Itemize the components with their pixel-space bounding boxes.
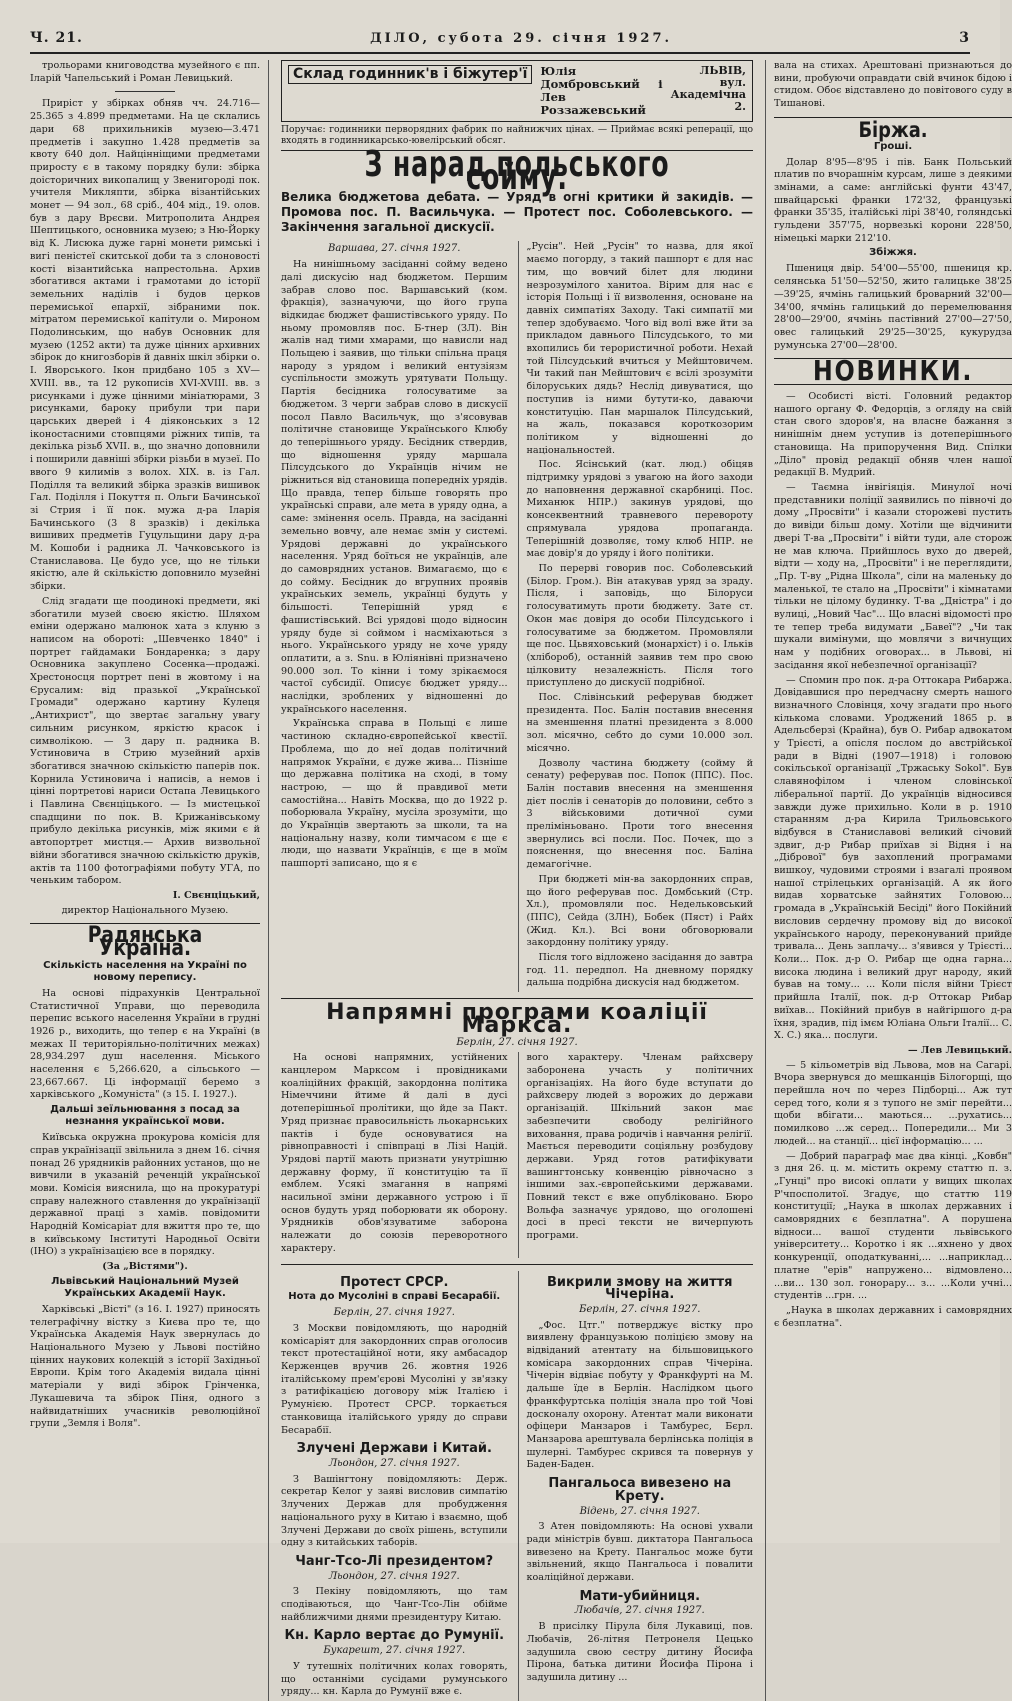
pangalos-paragraph: З Атен повідомляють: На основі ухвали ради міністрів бувш. диктатора Пангальоса вивезено на Крету. Пангальос може бути звільнений, якщо Пангальоса і повалити коаліційної держави. bbox=[526, 1521, 753, 1584]
short-news-column-2 bbox=[518, 1271, 754, 1701]
sejm-paragraph-8: При бюджеті мін-ва закордонних справ, що його реферував пос. Домбський (Стр. Хл.), промовляли пос. Недельковський (ППС), Сейда (ЗЛН), Бобек (Пяст) і Райх (Жид. Кл.). Всі вони обговорювали закордонну політику уряду. bbox=[526, 873, 753, 949]
sejm-paragraph-5: По перерві говорив пос. Соболевський (Білор. Гром.). Він атакував уряд за зраду. Після, і заповідь, що Білоруси голосуватимуть проти бюджету. Зате ст. Окон має довіря до особи Пілсудського і голосуватиме за бюджетом. Промовляли ще пос. Цьвяховський (монархіст) і о. Ільків (хлібороб), останній заявив тем про свою цілковиту незалежність. Після того приступлено до дискусії подрібної. bbox=[526, 562, 753, 689]
lviv-museum-paragraph: Харківські „Вісті" (з 16. І. 1927) приносять телеграфічну вістку з Києва про те, що Українська Академія Наук звернулась до Національного Музею у Львові постійно цінних наукових колекцій з історії Західньої Европи. Крім того Академія видала цінні матеріали у виді збірок Грінченка, Лукашевича та збірок Піня, одного з найвидатніших учасників революційної групи „Земля і Воля". bbox=[30, 1303, 260, 1430]
grain-paragraph: Пшениця двір. 54'00—55'00, пшениця кр. селянська 51'50—52'50, жито галицьке 38'25—39'25, ячмінь галицький броварний 32'00—34'00, ячмінь галицький до перемелювання 28'00—29'00, ячмінь пастівний 27'00—27'50, овес галицький 29'25—30'25, кукурудза румунська 27'00—28'00. bbox=[774, 263, 1012, 351]
pangalos-heading: Пангальоса вивезено на Крету. bbox=[548, 1476, 732, 1504]
sejm-paragraph-7: Дозволу частина бюджету (сойму й сенату) реферував пос. Попок (ППС). Пос. Балін поставив внесення на зменшення дієт послів і сенаторів до половини, себто з 3 військовими дотичної суми преліміньовано. Проти того внесення звернулись всі посли. Пос. Почек, що з пояснення, що внесення пос. Баліна демагогічне. bbox=[526, 757, 753, 871]
birzha-heading: Біржа. bbox=[858, 117, 928, 142]
section-rule bbox=[281, 998, 753, 999]
marx-dateline: Берлін, 27. січня 1927. bbox=[456, 1036, 578, 1048]
museum-signature: І. Свєнціцький, bbox=[172, 890, 260, 901]
usa-china-paragraph: З Вашінгтону повідомляють: Держ. секретар Келог у заяві висловив симпатію Злучених Держав для пробудження національного руху в Китаю і взаємно, щоб Злучені Держави до своїх рішень, вступили одну з китайських таборів. bbox=[281, 1473, 508, 1549]
plot-heading: Викрили змову на життя Чічеріна. bbox=[547, 1274, 733, 1303]
marx-paragraph-2: вого характеру. Членам райхсверу заборонена участь у політичних організаціях. На його буде вступати до райхсверу людей з ворожих до держави організацій. Шкільний закон має забезпечити свободу релігійного виховання, права родичів і навчання релігії. Мається переводити соціяльну розбудову держави. Уряд готов ратифікувати вашингтонську конвенцію рівночасно з іншими зах.-європейськими державами. Повний текст є вже опубліковано. Бюро Вольфа зазначує урядово, що оголошені досі в пресі тексти не вичерпують програми. bbox=[526, 1052, 753, 1242]
divider bbox=[115, 91, 175, 92]
page-columns bbox=[30, 60, 1012, 1701]
mother-paragraph: В присілку Пірула біля Лукавиці, пов. Любачів, 26-літня Петронеля Цецько задушила свою сестру дитину Йосифа Пірона, батька дитини Йосифа Пірона і задушила дитину ... bbox=[526, 1621, 753, 1683]
running-head bbox=[30, 30, 970, 54]
center-columns bbox=[281, 60, 753, 1701]
sejm-paragraph-1: На нинішньому засіданні сойму ведено далі дискусію над бюджетом. Першим забрав слово пос. Варшавський (ком. фракція), зазначуючи, що його група відкидає бюджет фашистівського уряду. По ньому промовляв пос. Б-тнер (ЗЛ). Він жалів над тими хмарами, що нависли над Польщею і заявив, що тільки спільна праця народу з урядом і великий ентузіязм суспільности зможуть урятувати Польщу. Партія бесідника голосуватиме за бюджетом. З черги забрав слово в дискусії посол Павло Васильчук, що з'ясовував політичне становище Українського Клюбу до теперішнього уряду. Бесідник ствердив, що відношення уряду маршала Пілсудського до Українців нічим не ріжниться від становища попередніх урядів. Що правда, тепер більше говорять про українські справи, але мета в уряду одна, а саме: змінення осель. Правда, на засіданні земельно вовчу, але немає змін у системі. Урядові державні до українського населення. Уряд боїться не українців, але до самоврядних установ. Вимагаємо, що є до сойму. Бесідник до вгрупних проявів українських земель, українці будуть у більшості. Теперішній уряд є фашистівський. Всі урядові щодо відносин уряду буде зі соймом і насміхаються з нього. Українського уряду не хоче уряду оплатити, а з. Snu. в Юліянівні призначено 90.000 зол. То кінни і тому зрікаємося частої субсидії. Описує бюджет уряду... наслідки, зроблених у відношенні до українського населення. bbox=[281, 259, 508, 715]
grain-subheading: Збіжжя. bbox=[869, 247, 917, 259]
sejm-paragraph-9: Після того відложено засідання до завтра год. 11. передпол. На дневному порядку дальша подрібна дискусія над бюджетом. bbox=[526, 952, 753, 989]
carol-heading: Кн. Карло вертає до Румунії. bbox=[284, 1628, 505, 1644]
ussr-protest-heading: Протест СРСР. bbox=[340, 1274, 449, 1290]
census-subheading: Скількість населення на Україні по новому перепису. bbox=[43, 959, 247, 983]
dismissals-subheading: Дальші зеїльнювання з посад за незнання української мови. bbox=[50, 1104, 240, 1128]
chang-heading: Чанг-Тсо-Лі президентом? bbox=[295, 1553, 494, 1569]
sejm-headline: З нарад польського сойму. bbox=[364, 144, 670, 198]
ussr-protest-paragraph: З Москви повідомляють, що народній комісаріят для закордонних справ оголосив текст протестаційної ноти, яку амбасадор Керженцев вручив 26. жовтня 1926 італійському прем'єрові Мусоліні у зв'язку з ратифікацією договору між Італією і Румунією. Протест СРСР. торкається станковища італійського уряду до справи Бесарабії. bbox=[281, 1322, 508, 1436]
sejm-paragraph-4: Пос. Ясінський (кат. люд.) обіцяв підтримку урядові з увагою на його заходи до наповнення державної скарбниці. Пос. Миханюк НПР.) закинув урядові, що консеквентний травневого перевороту спрямувала урядова пропаганда. Теперішній дозволяє, тому клюб НПР. не має довір'я до уряду і його політики. bbox=[526, 459, 753, 560]
ad-city: ЛЬВІВ, bbox=[699, 64, 746, 77]
carol-paragraph: У тутешніх політичних колах говорять, що останніми сусідами румунського уряду... кн. Карла до Румунії вже є. bbox=[281, 1660, 508, 1698]
dismissals-source: (За „Вістями"). bbox=[102, 1261, 188, 1273]
watch-shop-advertisement bbox=[281, 60, 753, 122]
news-secret-investigation: — Таємна інвігіяція. Минулої ночі представники поліції заявились по півночі до дому „Просвіти" і казали сторожеві пустить до вивіди більш дому. Хотіли ще відчинити двері Т-ва „Просвіти" і війти туди, але сторож не мав ключа. Прийшлось вухо до дверей, відти — ходу на, „Просвіти" і не переглядити, „Пр. Т-ву „Рідна Школа", сіли на маленьку до маленької, те стало на „Просвіти" і кімнатами тільки не цілому будинку. Т-ва „Дністра" і до вулиці, „Новий Час"... Що власні відомості про те тепер треба видумати „Бавеї"? „Чи так шукали вимінуми, що мовлячи з вичнущих нам у подібних оговорах... в Львові, ні засідання якої небезпечної організації? bbox=[774, 481, 1012, 671]
sejm-paragraph-2: Українська справа в Польщі є лише частиною складно-європейської квестії. Проблема, що до неї додав політичний напрямок України, є дуже жива... Пізніше що державна політика на сході, в тому настрою, — що й правдивої мети самостійна... Навіть Москва, що до 1922 р. поборювала Україну, мусіла зрозуміти, що до Українців звертають за школи, та на національну назву, коли тимчасом є ще є люди, що назвати Українців, є ще в моїм пашпорті записано, що я є bbox=[281, 718, 508, 870]
news-rybar-signature: — Лев Левицький. bbox=[908, 1044, 1012, 1056]
census-paragraph: На основі підрахунків Центральної Статистичної Управи, що переводила перепис вського населення України в грудні 1926 р., виходить, що тепер є на Україні (в межах ІІ територіяльно-політичних межах) 28,934.297 душ населення. Міського населення є 5,266.620, а сільського — 23,667.667. Ці інформації беремо з харківського „Комуніста" (з 15. І. 1927.). bbox=[30, 987, 260, 1101]
news-personal: — Особисті вісті. Головний редактор нашого органу Ф. Федорців, з огляду на свій стан свого здоров'я, на власне бажання з нинішнім днем уступив із дотеперішнього становища. На припоручення Вид. Спілки „Діло" провід редакції обняв член нашої редакції В. Мудрий. bbox=[774, 391, 1012, 479]
ad-title: Склад годинник'в і біжутер'ї bbox=[288, 65, 532, 84]
mother-dateline: Любачів, 27. січня 1927. bbox=[574, 1605, 705, 1617]
sejm-dateline: Варшава, 27. січня 1927. bbox=[328, 243, 461, 255]
marx-headline: Напрямні програми коаліції Маркса. bbox=[326, 1000, 708, 1038]
page-number: 3 bbox=[959, 30, 970, 46]
sejm-paragraph-3: „Русін". Ней „Русін" то назва, для якої маємо погорду, з такий пашпорт є для нас тим, що вовчий білет для людини незрозумілого ханитоа. Вірим для нас є історія Польщі і її визволення, основане на давніх симпатіях Заходу. Такі симпатії ми тепер здобуваємо. Чого від волі вже йти за прикладом давнього Пілсудського, то ми вхопились би терористичної роботи. Нехай той Пілсудський вчиться у Мейштовичем. Чи такий пан Мейштович є всілі зрозуміти білоруських дядь? Неслід дивуватися, що поступив із ними бутути-ко, даваючи конституцію. Пан маршалок Пілсудський, на жаль, показався короткозорим політиком у відношенні до національностей. bbox=[526, 241, 753, 456]
sejm-column-1 bbox=[281, 241, 508, 992]
masthead-date: ДІЛО, субота 29. січня 1927. bbox=[370, 31, 673, 46]
sejm-lead: Велика бюджетова дебата. — Уряд в огні критики й закидів. — Промова пос. П. Васильчука. — Протест пос. Соболевського. — Закінчення загальної дискусії. bbox=[281, 190, 753, 235]
lviv-museum-subheading: Львівський Національний Музей Українських Академії Наук. bbox=[51, 1275, 239, 1299]
left-column bbox=[30, 60, 269, 1701]
money-paragraph: Долар 8'95—8'95 і пів. Банк Польський платив по вчорашнім курсам, лише з деякими змінами, а саме: англійські фунти 43'47, швайцарські франки 172'32, французькі франки 35'35, італійські лірі 38'40, голяндські гульдени 357'75, норвезькі корони 228'50, німецькі марки 212'10. bbox=[774, 156, 1012, 244]
radyanska-ukraina-heading: Радянська Україна. bbox=[87, 923, 203, 962]
news-paragraph-end: „Наука в школах державних і самоврядних є безплатна". bbox=[774, 1304, 1012, 1329]
ad-text: Поручає: годинники перворядних фабрик по найнижчих цінах. — Приймає всякі реперації, що входять в годинникарсько-ювелірський обсяг. bbox=[281, 124, 753, 151]
sejm-paragraph-6: Пос. Слівінський реферував бюджет президента. Пос. Балін поставив внесення на зменшення платні президента з 8.000 зол. місячно, себто до суми 10.000 зол. місячно. bbox=[526, 692, 753, 754]
usa-china-heading: Злучені Держави і Китай. bbox=[296, 1441, 492, 1457]
dismissals-paragraph: Київська окружна прокурова комісія для справ українізації звільнила з днем 16. січня понад 26 урядників районних установ, що не вивчили в указаній реченцій української мови. Комісія вияснила, що на прокуратурі справу належного ставлення до українізації державної праці з хамів. повідомити Народній Комісаріат для вжиття про те, що в київському Інституті Народньої Освіти (ІНО) з українізацією все в порядку. bbox=[30, 1132, 260, 1258]
plot-paragraph: „Фос. Цтг." потверджує вістку про виявлену французькою поліцією змову на відвіданий атентату на більшовицького комісара закордонних справ Чічеріна. Чічерін відвіає побуту у Франкфурті на М. дальше їде в Берлін. Наслідком цього франкфуртська поліція знала про той Чові досконалу охорону. Атентат мали виконати офіцери Манзаров і Тамбурес, Бєрл. Манзарова арештувала берлінська поліція в шулерні. Тамбурес скрився та повернув у Баден-Баден. bbox=[526, 1319, 753, 1471]
right-column bbox=[765, 60, 1012, 1701]
short-news bbox=[281, 1271, 753, 1701]
news-sahara: — 5 кільометрів від Львова, мов на Сагарі. Вчора звернувся до мешканців Білогорщі, що перейшла ноч по через Підборці... Аж тут серед того, коли я з тупого не зміг перейти... щоби вбігати... маються... ...рухатись... помилково ...ж серед... Попередили... Ми 3 людей... на станції... цієї інформацію... ... bbox=[774, 1059, 1012, 1147]
ussr-protest-dateline: Берлін, 27. січня 1927. bbox=[333, 1307, 455, 1319]
marx-article bbox=[281, 1052, 753, 1257]
museum-paragraph-2: Приріст у збірках обняв чч. 24.716—25.365 з 4.899 предметами. На це склались дари 68 прихильників музею—3.471 предметів і закупно 1.428 предметів за квоту 640 дол. Найцінніщими предметами приросту є в такому порядку були: збірка доісторичних викопалищ у Звенигороді пок. учителя Микляпти, збірка візантійських монет — 94 зол., 68 сріб., 404 мід., 19. олов. був з дару Врєсви. Митрополита Андрея Шептицького, основника музею; з Ню-Йорку від К. Лисюка дуже гарні монети римські і вигі пеністеї скитської доби та з слоновості кості візантийська напрестольна. Архив збогатився актами і грамотами до історії земельних наділів і будов церков перемиської епархії, зібраними пок. мітратом перемиської капітули о. Мироном Подолинським, що набув Основник для музею (1252 акти) та дуже цінних архивних збірок до книгозборів й давніх шкіл збірки о. І. Яворського. Ікон придбано 105 з XV—XVIII. вв., та 12 рукописів XVI-XVIII. вв. з рисунками і дуже цінними мініатюрами, 3 рисунками, бароку прибули три пари царських дверей і 4 діяконських з 12 іконостасними стовпцями ріжних типів, та декілька різьб XVII. в., що значно доповнили і поширили давніші збірки різьби в музеї. По ввого 9 килимів з волох. XIX. в. із Гал. Поділля та великий збірка зразків вишивок Гал. Поділля і Покуття п. Ольги Бачинської зі Стрия і її пок. мужа д-ра Іларія Бачинського (3 8 зразків) і декілька вишивих предметів Гуцульщини дару д-ра М. Кошоби і радника Л. Чачковського із Станиславова. Це будо усе, що не тільки якістю, але й скількістю доповнило музейні збірки. bbox=[30, 98, 260, 593]
ad-owners: Юлія Домбровський і Лев Роззажевський bbox=[540, 64, 663, 117]
chang-paragraph: З Пекіну повідомляють, що там сподіваються, що Чанг-Тсо-Лін обійме найближчими днями президентуру Китаю. bbox=[281, 1586, 508, 1623]
chang-dateline: Льондон, 27. січня 1927. bbox=[328, 1570, 460, 1582]
museum-paragraph-3: Слід згадати ще поодинокі предмети, які збогатили музей своєю якістю. Шляхом еміни одержано малюнок хата з клуню з написом на обороті: „Шевченко 1840" і портрет гайдамаки Бондаренка; з дару Основника закуплено Сосенка—продажі. Хрестоносця портрет пені в жовтому і на Єрусалим: від празької „Української Громади" одержано картину Кулеця „Антихрист", що звертає загальну увагу сильним рисунком, яркістю красок і символікою. — З дару п. радника В. Устиновича в Стрию музейний архів збогатився значною скількістю паперів пок. Корнила Устиновича і написів, а немов і цінні портретові нариси Остапа Левицького і Павлина Свєнціцького. — Із мистецької спадщини по пок. В. Крижанівському прибуло декілька рисунків, між якими є й автопортрет мистця.— Архив визвольної війни збогатився значною скількістю друків, актів та 1100 фотографіями побуту УГА, по ченьким табором. bbox=[30, 595, 260, 887]
sejm-column-2 bbox=[518, 241, 754, 992]
novynky-heading: НОВИНКИ. bbox=[812, 354, 974, 388]
short-news-column-1 bbox=[281, 1271, 508, 1701]
money-subheading: Гроші. bbox=[873, 140, 913, 152]
issue-number: Ч. 21. bbox=[30, 30, 83, 46]
plot-dateline: Берлін, 27. січня 1927. bbox=[579, 1303, 701, 1315]
sejm-article bbox=[281, 241, 753, 992]
museum-paragraph-1: трольорами книговодства музейного є пп. Іларій Чапельський і Роман Левицький. bbox=[30, 60, 260, 84]
marx-paragraph-1: На основі напрямних, устійнених канцлером Марксом і провідниками коаліційних фракцій, закордонна політика Німеччини йтиме й далі в дусі дотеперішньої пролітики, що йде за Пакт. Уряд признає правосильність льокарнських пактів і буде основуватися на рівноправності і співпраці в Лізі Націй. Урядові партії мають признати унутрішню державну форму, її конституцію та її емблем. Усякі змагання в напрямі насильної зміни державного устрою і її основ будуть уряд поборювати як оборону. Урядників обов'язуватиме заборона належати до союзів переворотного характеру. bbox=[281, 1052, 508, 1254]
ussr-protest-subheading: Нота до Мусоліні в справі Бесарабії. bbox=[288, 1291, 501, 1303]
pangalos-dateline: Відень, 27. січня 1927. bbox=[579, 1505, 700, 1517]
mother-heading: Мати-убийниця. bbox=[579, 1588, 701, 1604]
museum-signature-title: директор Національного Музею. bbox=[61, 904, 229, 916]
carol-dateline: Букарешт, 27. січня 1927. bbox=[323, 1645, 466, 1657]
news-paragraph: — Добрий параграф має два кінці. „Ковбн" з дня 26. ц. м. містить окрему статтю п. з. „Гунці" про високі оплати у вищих школах Р'чпосполитої. Згадує, що статтю 119 конституції; „Наука в школах державних і самоврядних є безплатна". А порушена відноси... вашої студенти львівського університету... Коротко і як ...яхнено у двох конкуренції, оподаткуванні,... ...наприклад... платне "ерів" напружено... відмовлено... ...ви... 130 зол. гонорару... з... ...Коли учні... студентів ...грн. ... bbox=[774, 1150, 1012, 1302]
usa-china-dateline: Льондон, 27. січня 1927. bbox=[328, 1457, 460, 1469]
marx-column-2 bbox=[518, 1052, 754, 1257]
ad-street: вул. Академічна 2. bbox=[670, 76, 746, 113]
ad-address bbox=[671, 65, 746, 113]
marx-column-1 bbox=[281, 1052, 508, 1257]
court-paragraph: вала на стихах. Арештовані признаються до вини, пробуючи оправдати свій вчинок бідою і стидом. Обоє відставлено до повітового суду в Тишанові. bbox=[774, 60, 1012, 110]
section-rule bbox=[281, 1264, 753, 1265]
news-rybar-memory: — Спомин про пок. д-ра Оттокара Рибаржа. Довідавшися про передчасну смерть нашого визначного Словінця, хочу згадати про нього кількома словами. Уроджений 1865 р. в Адельсберзі (Крайна), був О. Рибар адвокатом у Трієсті, а опісля послом до австрійської ради в Відні (1907—1918) і головою сокільської організації „Тржаську Sokol". Був славянофілом і членом словінської ліберальної партії. До українців відносився завжди дуже прихильно. Коли в р. 1910 старанням д-ра Кирила Трильовського відбувся в Станиславові великий січовий здвиг, д-р Рибар приїхав зі Відня і на „Дібрової" був захоплений програмами вишкоу, чудовими строями і взагалі проявом нашої стрілецьких організацій. А як його видав хорватське зайнятих Головою... громада в „Українській Бесіді" його Покійний висловив сердечну промову від до високої українського народу, переконуваний прийде тривала... День заплачу... з'явився у Трієсті... Коли... Пок. д-р О. Рибар ще одна гарна... висока людина і великий друг народу, який бував на тому... ... Коли після війни Трієст прийшла Італії, пок. д-р Оттокар Рибар виїхав... Покійний прибув в найгіршого д-ра їхня, зрадив, під імєм Юліана Ольги Італії... С. Х. С.) яка... послуги. bbox=[774, 674, 1012, 1042]
